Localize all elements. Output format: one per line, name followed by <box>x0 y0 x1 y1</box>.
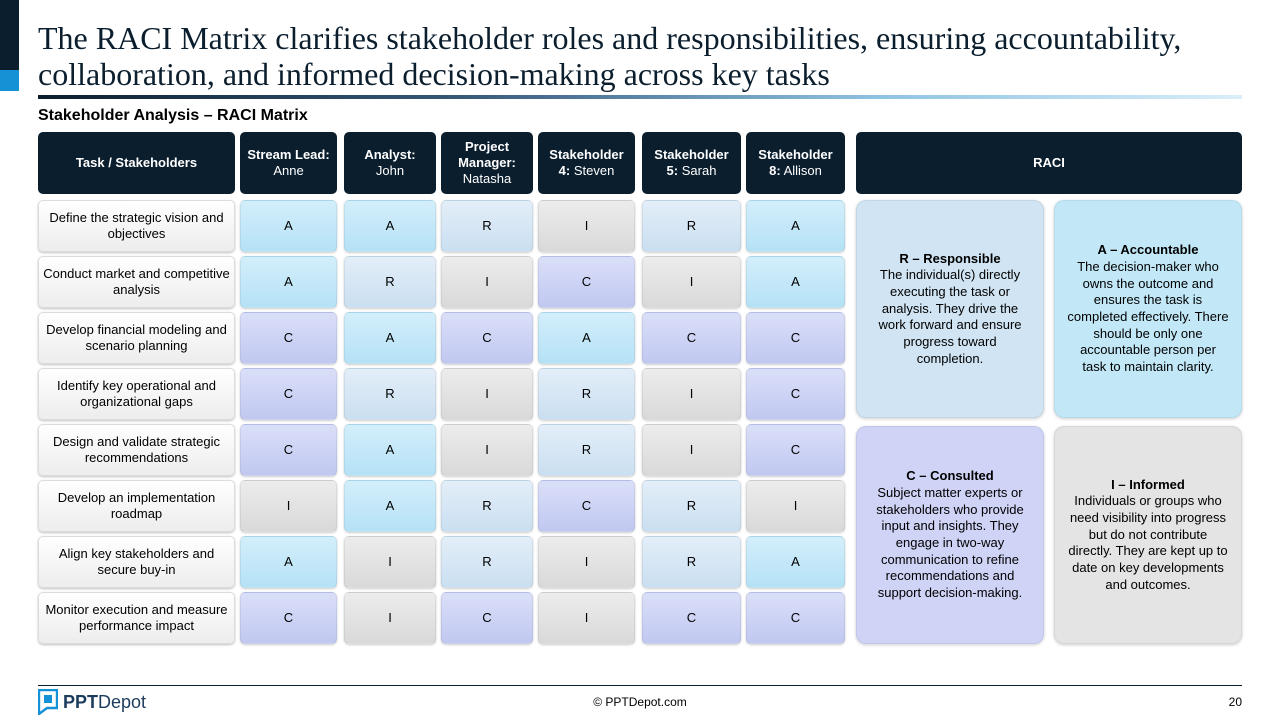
legend-title: I – Informed <box>1111 476 1185 492</box>
section-subtitle: Stakeholder Analysis – RACI Matrix <box>38 107 308 124</box>
raci-cell: R <box>441 536 533 588</box>
stakeholder-role: Stakeholder 4: <box>549 147 624 178</box>
header-stakeholder <box>441 132 533 194</box>
page-number: 20 <box>1228 695 1242 709</box>
task-label: Develop financial modeling and scenario planning <box>38 312 235 364</box>
stakeholder-name: John <box>375 163 405 178</box>
raci-cell: C <box>441 592 533 644</box>
raci-cell: A <box>746 536 845 588</box>
logo-mark-icon <box>38 689 58 715</box>
task-label: Identify key operational and organizational gaps <box>38 368 235 420</box>
legend-box <box>856 200 1044 418</box>
raci-cell: C <box>240 368 337 420</box>
legend-box <box>1054 200 1242 418</box>
raci-cell: C <box>746 424 845 476</box>
footer-divider <box>38 685 1242 686</box>
raci-cell: R <box>538 424 635 476</box>
raci-cell: I <box>344 592 436 644</box>
raci-cell: C <box>746 592 845 644</box>
raci-cell: C <box>441 312 533 364</box>
legend-box <box>856 426 1044 644</box>
stakeholder-name: Allison <box>783 163 822 178</box>
header-stakeholder <box>240 132 337 194</box>
raci-cell: I <box>240 480 337 532</box>
raci-cell: C <box>240 424 337 476</box>
task-label: Align key stakeholders and secure buy-in <box>38 536 235 588</box>
raci-cell: I <box>538 592 635 644</box>
raci-cell: I <box>344 536 436 588</box>
corner-accent-dark <box>0 0 19 70</box>
raci-cell: I <box>538 200 635 252</box>
raci-cell: R <box>642 480 741 532</box>
raci-cell: R <box>642 200 741 252</box>
raci-cell: R <box>642 536 741 588</box>
stakeholder-name: Natasha <box>462 171 512 186</box>
stakeholder-name: Anne <box>273 163 304 178</box>
raci-cell: A <box>240 200 337 252</box>
raci-cell: C <box>240 312 337 364</box>
stakeholder-name: Sarah <box>681 163 717 178</box>
raci-cell: A <box>344 424 436 476</box>
raci-cell: I <box>642 424 741 476</box>
raci-cell: C <box>538 480 635 532</box>
stakeholder-role: Stream Lead: <box>247 147 330 162</box>
raci-cell: I <box>746 480 845 532</box>
raci-cell: I <box>642 368 741 420</box>
raci-cell: C <box>746 368 845 420</box>
raci-cell: A <box>344 312 436 364</box>
page-title: The RACI Matrix clarifies stakeholder roles and responsibilities, ensuring accountability, collaboration, and informed decision-making across key tasks <box>38 20 1182 92</box>
raci-cell: A <box>240 256 337 308</box>
raci-cell: C <box>642 592 741 644</box>
task-label: Define the strategic vision and objectives <box>38 200 235 252</box>
raci-cell: R <box>344 368 436 420</box>
stakeholder-role: Stakeholder 8: <box>758 147 833 178</box>
stakeholder-name: Steven <box>573 163 615 178</box>
raci-cell: R <box>441 200 533 252</box>
copyright: © PPTDepot.com <box>593 695 687 709</box>
raci-cell: A <box>746 200 845 252</box>
title-divider <box>38 95 1242 99</box>
header-stakeholder <box>538 132 635 194</box>
task-label: Monitor execution and measure performance impact <box>38 592 235 644</box>
stakeholder-role: Project Manager: <box>458 139 516 170</box>
raci-cell: A <box>344 480 436 532</box>
raci-cell: R <box>538 368 635 420</box>
legend-description: The decision-maker who owns the outcome and ensures the task is completed effectively. There should be only one accountable person per task to maintain clarity. <box>1067 258 1229 375</box>
raci-cell: A <box>240 536 337 588</box>
raci-cell: C <box>746 312 845 364</box>
header-raci: RACI <box>856 132 1242 194</box>
stakeholder-role: Analyst: <box>364 147 416 162</box>
logo-text: PPTDepot <box>63 692 147 712</box>
legend-box <box>1054 426 1242 644</box>
raci-cell: C <box>538 256 635 308</box>
raci-cell: C <box>642 312 741 364</box>
pptdepot-logo <box>38 689 146 715</box>
task-label: Conduct market and competitive analysis <box>38 256 235 308</box>
raci-cell: R <box>441 480 533 532</box>
header-stakeholder <box>746 132 845 194</box>
raci-cell: I <box>538 536 635 588</box>
header-task-stakeholders: Task / Stakeholders <box>38 132 235 194</box>
header-stakeholder <box>344 132 436 194</box>
stakeholder-role: Stakeholder 5: <box>654 147 729 178</box>
legend-title: C – Consulted <box>906 468 994 484</box>
task-label: Design and validate strategic recommendations <box>38 424 235 476</box>
raci-cell: I <box>441 368 533 420</box>
raci-cell: C <box>240 592 337 644</box>
task-label: Develop an implementation roadmap <box>38 480 235 532</box>
header-stakeholder <box>642 132 741 194</box>
raci-cell: I <box>642 256 741 308</box>
raci-cell: A <box>344 200 436 252</box>
raci-cell: A <box>746 256 845 308</box>
raci-cell: R <box>344 256 436 308</box>
legend-description: The individual(s) directly executing the task or analysis. They drive the work forward and ensure progress toward completion. <box>878 267 1022 366</box>
legend-title: R – Responsible <box>899 250 1001 266</box>
legend-description: Individuals or groups who need visibility into progress but do not contribute directly. They are kept up to date on key developments and outcomes. <box>1068 493 1228 592</box>
raci-cell: A <box>538 312 635 364</box>
raci-cell: I <box>441 424 533 476</box>
legend-title: A – Accountable <box>1097 242 1199 258</box>
raci-cell: I <box>441 256 533 308</box>
legend-description: Subject matter experts or stakeholders who provide input and insights. They engage in two-way communication to refine recommendations and support decision-making. <box>876 484 1024 601</box>
corner-accent-blue <box>0 70 19 91</box>
